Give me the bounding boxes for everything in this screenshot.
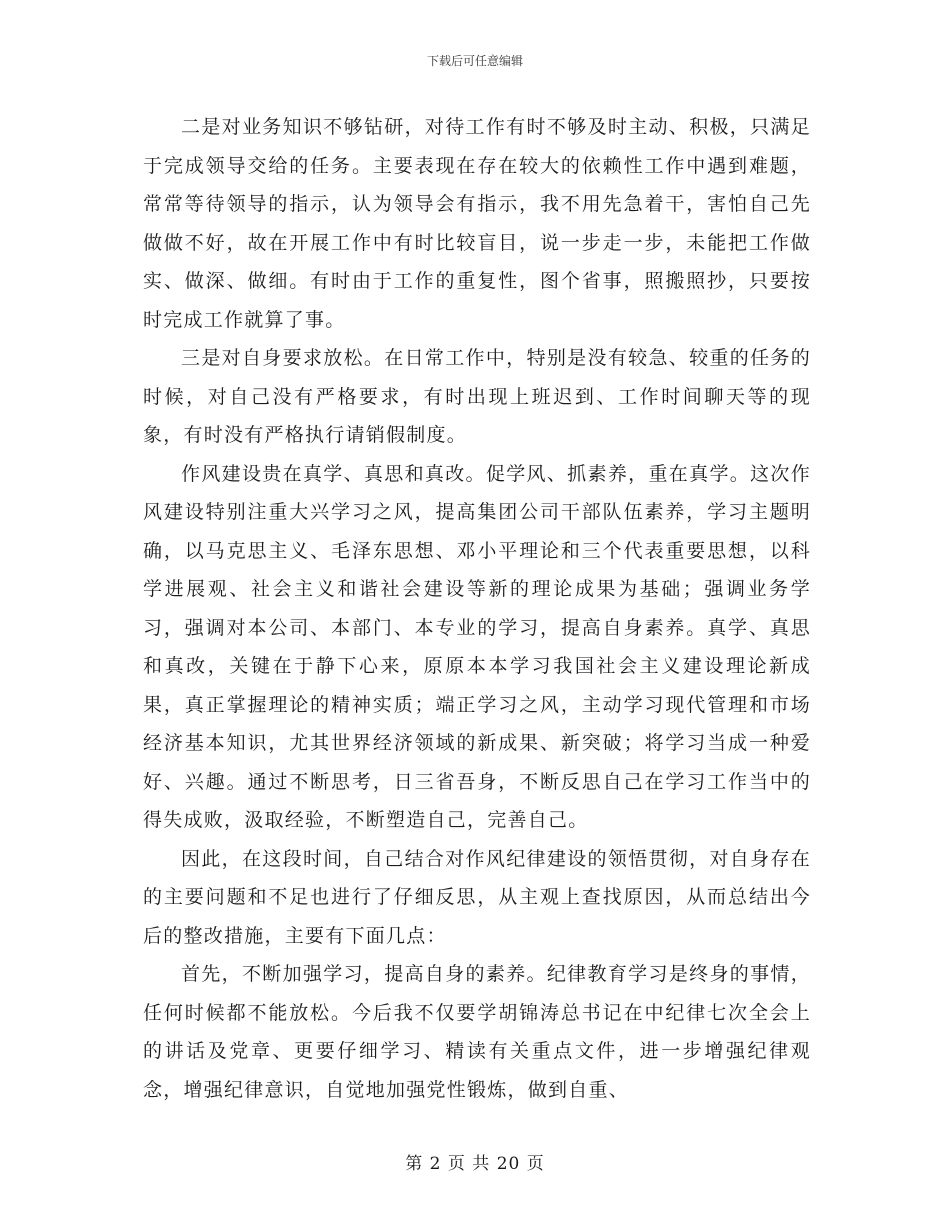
footer-suffix: 页 [526, 1154, 545, 1174]
footer-total-label: 共 [472, 1154, 491, 1174]
page-footer [0, 1153, 950, 1175]
document-body [143, 108, 811, 1109]
paragraph: 作风建设贵在真学、真思和真改。促学风、抓素养，重在真学。这次作风建设特别注重大兴学习之风，提高集团公司干部队伍素养，学习主题明确，以马克思主义、毛泽东思想、邓小平理论和三个代表重要思想，以科学进展观、社会主义和谐社会建设等新的理论成果为基础；强调业务学习，强调对本公司、本部门、本专业的学习，提高自身素养。真学、真思和真改，关键在于静下心来，原原本本学习我国社会主义建设理论新成果，真正掌握理论的精神实质；端正学习之风，主动学习现代管理和市场经济基本知识，尤其世界经济领域的新成果、新突破；将学习当成一种爱好、兴趣。通过不断思考，日三省吾身，不断反思自己在学习工作当中的得失成败，汲取经验，不断塑造自己，完善自己。 [143, 462, 811, 831]
paragraph: 首先，不断加强学习，提高自身的素养。纪律教育学习是终身的事情，任何时候都不能放松。今后我不仅要学胡锦涛总书记在中纪律七次全会上的讲话及党章、更要仔细学习、精读有关重点文件，进一步增强纪律观念，增强纪律意识，自觉地加强党性锻炼，做到自重、 [143, 963, 811, 1101]
paragraph: 二是对业务知识不够钻研，对待工作有时不够及时主动、积极，只满足于完成领导交给的任务。主要表现在存在较大的依赖性工作中遇到难题，常常等待领导的指示，认为领导会有指示，我不用先急着干，害怕自己先做做不好，故在开展工作中有时比较盲目，说一步走一步，未能把工作做实、做深、做细。有时由于工作的重复性，图个省事，照搬照抄，只要按时完成工作就算了事。 [143, 116, 811, 331]
page-header: 下载后可任意编辑 [426, 54, 523, 68]
current-page-number: 2 [429, 1154, 442, 1174]
footer-page-label: 页 [447, 1154, 466, 1174]
paragraph: 因此，在这段时间，自己结合对作风纪律建设的领悟贯彻，对自身存在的主要问题和不足也进行了仔细反思，从主观上查找原因，从而总结出今后的整改措施，主要有下面几点： [143, 847, 811, 947]
footer-prefix: 第 [405, 1154, 424, 1174]
total-pages-number: 20 [496, 1154, 521, 1174]
paragraph: 三是对自身要求放松。在日常工作中，特别是没有较急、较重的任务的时候，对自己没有严格要求，有时出现上班迟到、工作时间聊天等的现象，有时没有严格执行请销假制度。 [143, 347, 811, 446]
